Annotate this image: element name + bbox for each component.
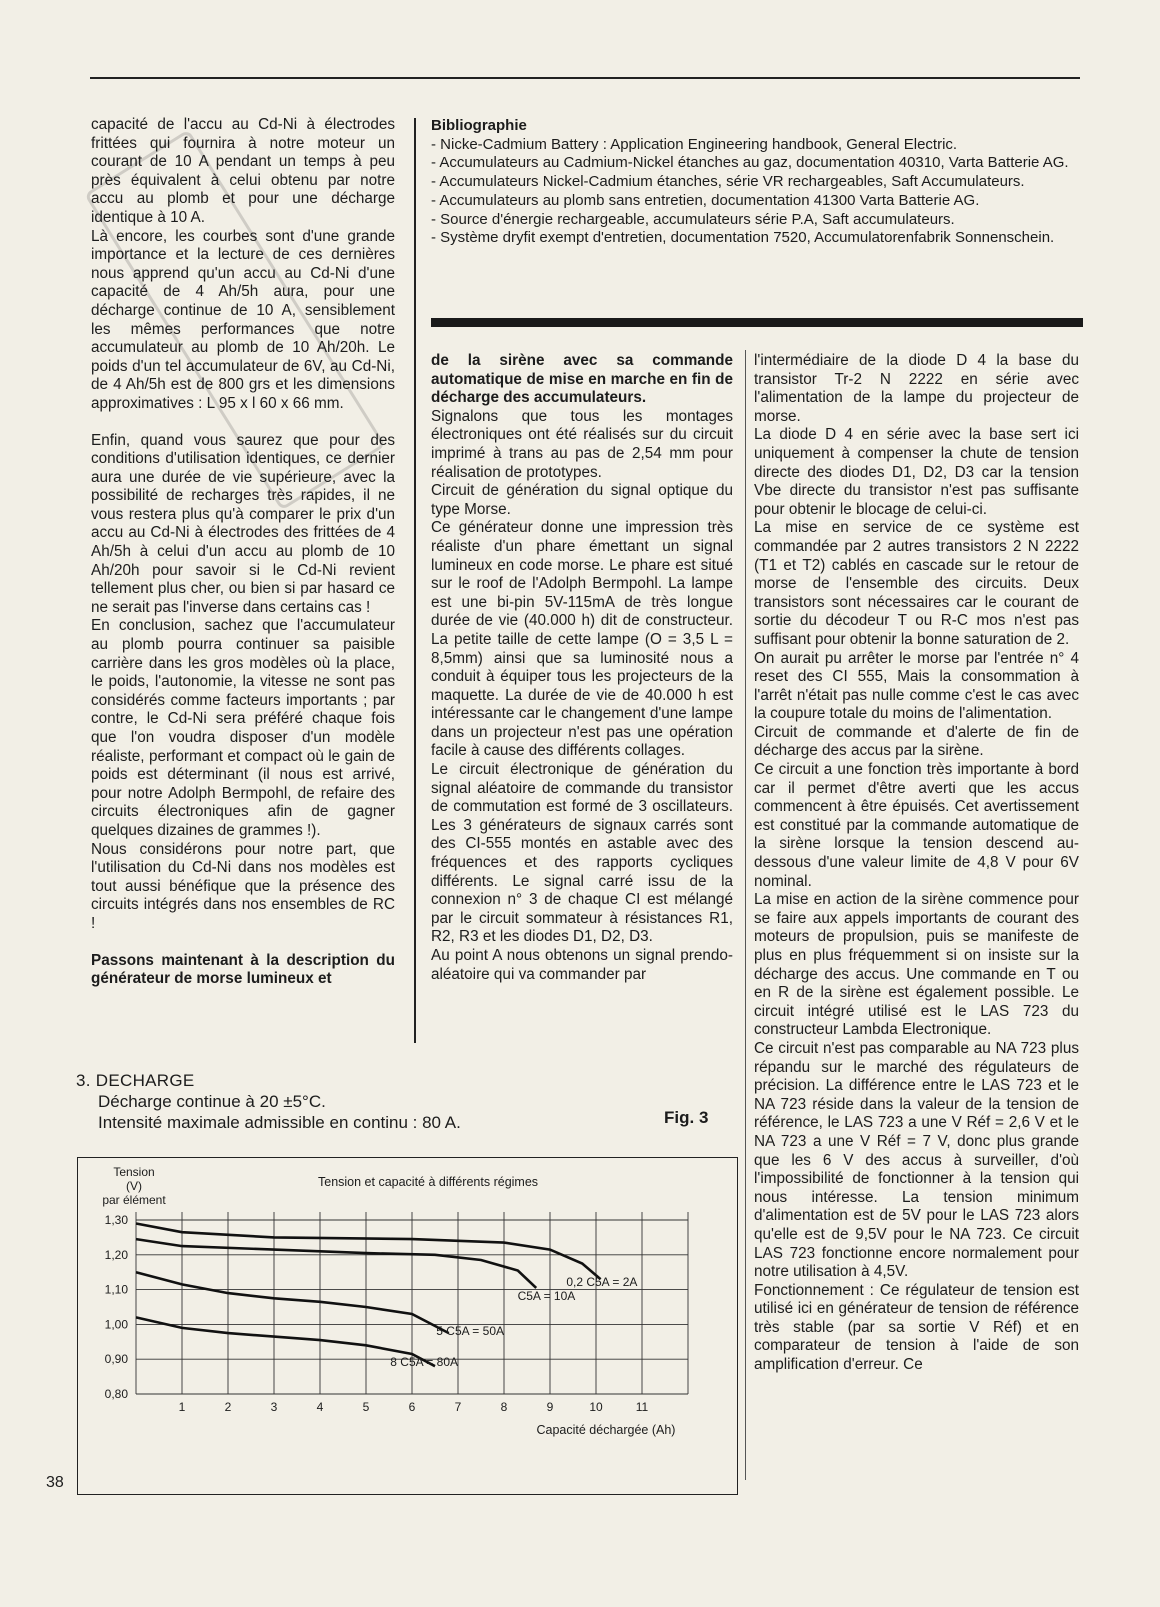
y-tick-label: 1,20 bbox=[104, 1247, 128, 1262]
bibliography-item: - Nicke-Cadmium Battery : Application Engineering handbook, General Electric. bbox=[431, 135, 958, 153]
paragraph: Ce circuit n'est pas comparable au NA 723 plus répandu sur le marché des régulateurs de précision. La différence entre le LAS 723 et le NA 723 réside dans la valeur de la tension de référence, le LAS 723 a une V Réf = 2,6 V et le NA 723 a une V Réf = 7 V, donc plus grande que les 6 V des accus à surveiller, d'où l'impossibilité de fonctionner à la tension qui nous intéresse. La tension minimum d'alimentation est de 5V pour le LAS 723 alors qu'elle est de 9,5V pour le NA 723. Ce circuit LAS 723 fonctionne encore normalement pour notre utilisation à 4,5V. bbox=[754, 1039, 1079, 1281]
x-tick-label: 3 bbox=[270, 1400, 278, 1414]
discharge-chart-svg bbox=[78, 1158, 737, 1494]
bibliography-item: - Accumulateurs au Cadmium-Nickel étanches au gaz, documentation 40310, Varta Batterie AG. bbox=[431, 154, 1069, 172]
column-divider-right bbox=[745, 350, 746, 1480]
y-tick-label: 1,10 bbox=[104, 1282, 128, 1297]
section-heading: de la sirène avec sa commande automatique de mise en marche en fin de décharge des accumulateurs. bbox=[431, 352, 733, 407]
chart-title: Tension et capacité à différents régimes bbox=[318, 1175, 539, 1189]
y-tick-label: 1,00 bbox=[104, 1317, 128, 1332]
section-heading: Passons maintenant à la description du générateur de morse lumineux et bbox=[91, 951, 395, 988]
x-tick-label: 1 bbox=[178, 1400, 186, 1414]
paragraph: Enfin, quand vous saurez que pour des conditions d'utilisation identiques, ce dernier aura une durée de vie supérieure, avec la possibilité de recharges très rapides, il ne vous restera plus qu'à comparer le prix d'un accu au Cd-Ni à électrodes des frittées de 4 Ah/5h à celui d'un accu au plomb de 10 Ah/20h pour savoir si le Cd-Ni revient tellement plus cher, ou bien si par hasard ce ne serait pas l'inverse dans certains cas ! bbox=[91, 431, 395, 616]
figure-label: Fig. 3 bbox=[664, 1108, 709, 1127]
column-divider bbox=[414, 118, 416, 1043]
x-tick-label: 10 bbox=[589, 1400, 603, 1414]
y-axis-label: Tension bbox=[113, 1165, 155, 1179]
y-axis-label: (V) bbox=[126, 1179, 142, 1193]
paragraph: La mise en service de ce système est commandée par 2 autres transistors 2 N 2222 (T1 et T2) cablés en cascade sur le retour de morse de l'ensemble des circuits. Deux transistors sont nécessaires car le courant de sortie du décodeur T ou R-C mos n'est pas suffisant pour obtenir la bonne saturation de 2. bbox=[754, 519, 1079, 648]
series-label: 5 C5A = 50A bbox=[436, 1323, 504, 1338]
section-separator bbox=[431, 318, 1083, 327]
x-axis-label: Capacité déchargée (Ah) bbox=[536, 1423, 676, 1437]
discharge-line: Intensité maximale admissible en continu : 80 A. bbox=[98, 1113, 461, 1132]
x-tick-label: 8 bbox=[500, 1400, 508, 1414]
top-rule bbox=[90, 77, 1080, 79]
bibliography-item: - Source d'énergie rechargeable, accumulateurs série P.A, Saft accumulateurs. bbox=[431, 210, 955, 228]
y-axis-label: par élément bbox=[102, 1193, 166, 1207]
paragraph: Circuit de génération du signal optique du type Morse. bbox=[431, 482, 733, 518]
paragraph: En conclusion, sachez que l'accumulateur au plomb pourra continuer sa paisible carrière dans les gros modèles où la place, le poids, l'autonomie, la vitesse ne sont pas considérés comme facteurs importants ; par contre, le Cd-Ni sera préféré chaque fois que l'on voudra disposer d'un modèle réaliste, performant et compact où le gain de poids est déterminant (il nous est arrivé, pour notre Adolph Bermpohl, de refaire des circuits électroniques afin de gagner quelques dizaines de grammes !). bbox=[91, 617, 395, 839]
x-tick-label: 11 bbox=[635, 1400, 649, 1414]
article-column-middle bbox=[431, 352, 733, 984]
series-line bbox=[136, 1239, 536, 1288]
paragraph: Fonctionnement : Ce régulateur de tension est utilisé ici en générateur de tension de référence très stable (par sa sortie V Réf) et en comparateur de tension à l'aide de son amplification d'erreur. Ce bbox=[754, 1281, 1079, 1374]
series-label: 0,2 C5A = 2A bbox=[566, 1275, 638, 1290]
page-number: 38 bbox=[46, 1474, 64, 1491]
paragraph: Ce générateur donne une impression très réaliste d'un phare émettant un signal lumineux en code morse. Le phare est situé sur le roof de l'Adolph Bermpohl. La lampe est une bi-pin 5V-115mA de très longue durée de vie (40.000 h) dit de constructeur. La petite taille de cette lampe (O = 3,5 L = 8,5mm) ainsi que sa luminosité nous a conduit à équiper tous les projecteurs de la maquette. La durée de vie de 40.000 h est intéressante car le changement d'une lampe dans un projecteur n'est pas une opération facile à cause des différents collages. bbox=[431, 519, 733, 760]
bibliography bbox=[431, 117, 1079, 248]
paragraph: Ce circuit a une fonction très importante à bord car il permet d'être averti que les accus commencent à être épuisés. Cet avertissement est constitué par la commande automatique de la sirène lorsque la tension descend au-dessous d'une valeur limite de 4,8 V pour 6V nominal. bbox=[754, 761, 1079, 890]
article-column-right bbox=[754, 352, 1079, 1375]
article-column-left bbox=[91, 116, 395, 989]
y-tick-label: 0,90 bbox=[104, 1352, 128, 1367]
series-line bbox=[136, 1224, 601, 1280]
discharge-line: Décharge continue à 20 ±5°C. bbox=[98, 1092, 326, 1111]
bibliography-item: - Accumulateurs Nickel-Cadmium étanches, série VR rechargeables, Saft Accumulateurs. bbox=[431, 173, 1025, 191]
discharge-spec bbox=[76, 1071, 716, 1133]
x-tick-label: 2 bbox=[224, 1400, 232, 1414]
bibliography-item: - Accumulateurs au plomb sans entretien, documentation 41300 Varta Batterie AG. bbox=[431, 191, 980, 209]
bibliography-title: Bibliographie bbox=[431, 117, 527, 134]
paragraph: La diode D 4 en série avec la base sert ici uniquement à compenser la chute de tension directe des diodes D1, D2, D3 car la tension Vbe directe du transistor n'est pas suffisante pour obtenir le blocage de celui-ci. bbox=[754, 426, 1079, 518]
paragraph: On aurait pu arrêter le morse par l'entrée n° 4 reset des CI 555, Mais la consommation à l'arrêt n'était pas nulle comme c'est le cas avec la coupure totale du moins de l'alimentation. bbox=[754, 649, 1079, 723]
paragraph: La mise en action de la sirène commence pour se faire aux appels importants de courant des moteurs de propulsion, puis se manifeste de plus en plus fréquemment si on insiste sur la décharge des accus. Une commande en T ou en R de la sirène est également possible. Le circuit intégré utilisé est le LAS 723 du constructeur Lambda Electronique. bbox=[754, 891, 1079, 1039]
x-tick-label: 7 bbox=[454, 1400, 462, 1414]
x-tick-label: 4 bbox=[316, 1400, 324, 1414]
x-tick-label: 6 bbox=[408, 1400, 416, 1414]
paragraph: Là encore, les courbes sont d'une grande importance et la lecture de ces dernières nous apprend qu'un accu au Cd-Ni d'une capacité de 4 Ah/5h aura, pour une décharge continue de 10 A, sensiblement les mêmes performances que notre accumulateur au plomb de 10 Ah/20h. Le poids d'un tel accumulateur de 6V, au Cd-Ni, de 4 Ah/5h est de 800 grs et les dimensions approximatives : L 95 x l 60 x 66 mm. bbox=[91, 227, 395, 412]
x-tick-label: 9 bbox=[546, 1400, 554, 1414]
bibliography-item: - Système dryfit exempt d'entretien, documentation 7520, Accumulatorenfabrik Sonnenschein. bbox=[431, 229, 1055, 247]
paragraph: Au point A nous obtenons un signal prendo-aléatoire qui va commander par bbox=[431, 947, 733, 983]
discharge-chart bbox=[77, 1157, 738, 1495]
series-label: C5A = 10A bbox=[517, 1289, 576, 1304]
x-tick-label: 5 bbox=[362, 1400, 370, 1414]
paragraph: l'intermédiaire de la diode D 4 la base du transistor Tr-2 N 2222 en série avec l'alimentation de la lampe du projecteur de morse. bbox=[754, 352, 1079, 425]
paragraph: Signalons que tous les montages électroniques ont été réalisés sur du circuit imprimé à trans au pas de 2,54 mm pour réalisation de prototypes. bbox=[431, 407, 733, 481]
paragraph: Nous considérons pour notre part, que l'utilisation du Cd-Ni dans nos modèles est tout aussi bénéfique que la présence des circuits intégrés dans nos ensembles de RC ! bbox=[91, 840, 395, 932]
y-tick-label: 1,30 bbox=[104, 1213, 128, 1227]
paragraph: Circuit de commande et d'alerte de fin de décharge des accus par la sirène. bbox=[754, 723, 1079, 760]
paragraph: capacité de l'accu au Cd-Ni à électrodes frittées qui fournira à notre moteur un courant de 10 A pendant un temps à peu près équivalent à celui obtenu par notre accu au plomb et pour une décharge identique à 10 A. bbox=[91, 116, 395, 226]
y-tick-label: 0,80 bbox=[104, 1387, 128, 1401]
series-label: 8 C5A = 80A bbox=[390, 1355, 458, 1370]
paragraph: Le circuit électronique de génération du signal aléatoire de commande du transistor de commutation est formé de 3 oscillateurs. Les 3 générateurs de signaux carrés sont des CI-555 montés en astable avec des fréquences et des rapports cycliques différents. Le signal carré issu de la connexion n° 3 de chaque CI est mélangé par le circuit sommateur à résistances R1, R2, R3 et les diodes D1, D2, D3. bbox=[431, 761, 733, 946]
discharge-heading: 3. DECHARGE bbox=[76, 1071, 195, 1090]
